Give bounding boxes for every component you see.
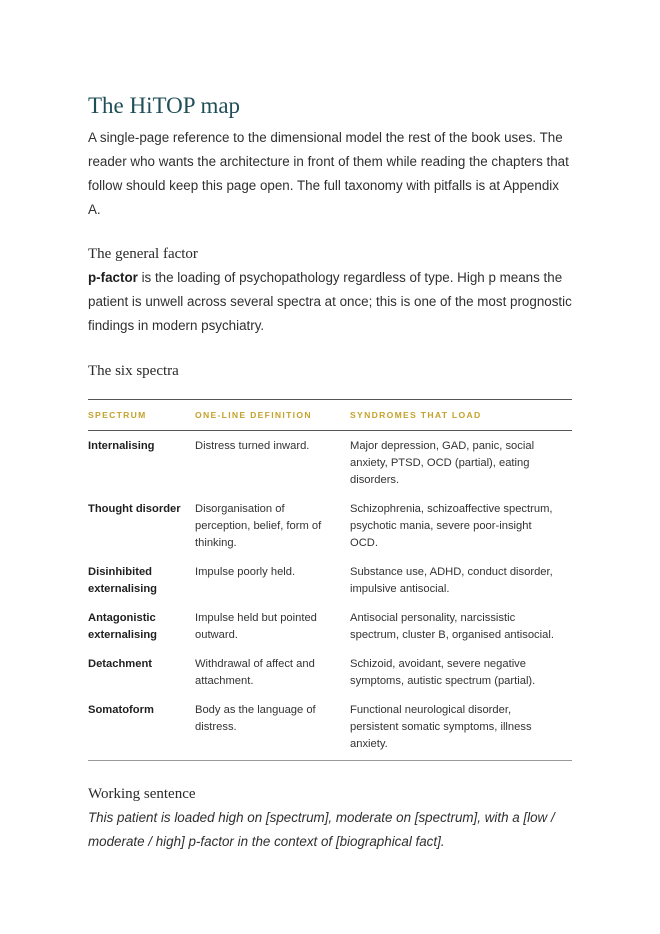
- spectra-table: [88, 399, 572, 761]
- table-row: [88, 494, 572, 557]
- working-sentence-text: This patient is loaded high on [spectrum], moderate on [spectrum], with a [low / moderate / high] p-factor in the context of [biographical fact].: [88, 810, 555, 849]
- general-factor-text: is the loading of psychopathology regardless of type. High p means the patient is unwell across several spectra at once; this is one of the most prognostic findings in modern psychiatry.: [88, 270, 572, 333]
- spectrum-syndromes: Substance use, ADHD, conduct disorder, impulsive antisocial.: [350, 566, 553, 595]
- intro-paragraph: A single-page reference to the dimensional model the rest of the book uses. The reader who wants the architecture in front of them while reading the chapters that follow should keep this page open. The full taxonomy with pitfalls is at Appendix A.: [88, 130, 569, 217]
- column-header-spectrum: SPECTRUM: [88, 410, 147, 420]
- spectrum-name: Antagonistic externalising: [88, 612, 158, 641]
- spectrum-definition: Withdrawal of affect and attachment.: [195, 658, 315, 687]
- spectrum-syndromes: Functional neurological disorder, persistent somatic symptoms, illness anxiety.: [350, 704, 532, 750]
- six-spectra-heading: The six spectra: [88, 363, 179, 379]
- spectrum-definition: Impulse poorly held.: [195, 566, 296, 578]
- spectrum-syndromes: Schizoid, avoidant, severe negative symptoms, autistic spectrum (partial).: [350, 658, 536, 687]
- spectrum-name: Detachment: [88, 658, 153, 670]
- spectrum-name: Thought disorder: [88, 503, 181, 515]
- page-content: [88, 92, 572, 854]
- general-factor-heading: The general factor: [88, 246, 198, 262]
- table-header-row: [88, 400, 572, 431]
- table-row: [88, 431, 572, 495]
- spectrum-syndromes: Schizophrenia, schizoaffective spectrum, psychotic mania, severe poor-insight OCD.: [350, 503, 553, 549]
- spectrum-syndromes: Antisocial personality, narcissistic spectrum, cluster B, organised antisocial.: [350, 612, 554, 641]
- spectrum-definition: Distress turned inward.: [195, 440, 310, 452]
- column-header-syndromes: SYNDROMES THAT LOAD: [350, 410, 482, 420]
- working-sentence-heading: Working sentence: [88, 786, 196, 802]
- spectrum-definition: Body as the language of distress.: [195, 704, 316, 733]
- spectrum-definition: Disorganisation of perception, belief, form of thinking.: [195, 503, 322, 549]
- page-title: The HiTOP map: [88, 93, 241, 118]
- spectrum-name: Somatoform: [88, 704, 154, 716]
- table-row: [88, 649, 572, 695]
- spectrum-definition: Impulse held but pointed outward.: [195, 612, 317, 641]
- spectrum-syndromes: Major depression, GAD, panic, social anxiety, PTSD, OCD (partial), eating disorders.: [350, 440, 535, 486]
- table-row: [88, 603, 572, 649]
- spectrum-name: Internalising: [88, 440, 155, 452]
- table-row: [88, 695, 572, 761]
- table-row: [88, 557, 572, 603]
- p-factor-term: p-factor: [88, 270, 138, 285]
- column-header-definition: ONE-LINE DEFINITION: [195, 410, 312, 420]
- spectrum-name: Disinhibited externalising: [88, 566, 158, 595]
- general-factor-paragraph: [88, 266, 572, 338]
